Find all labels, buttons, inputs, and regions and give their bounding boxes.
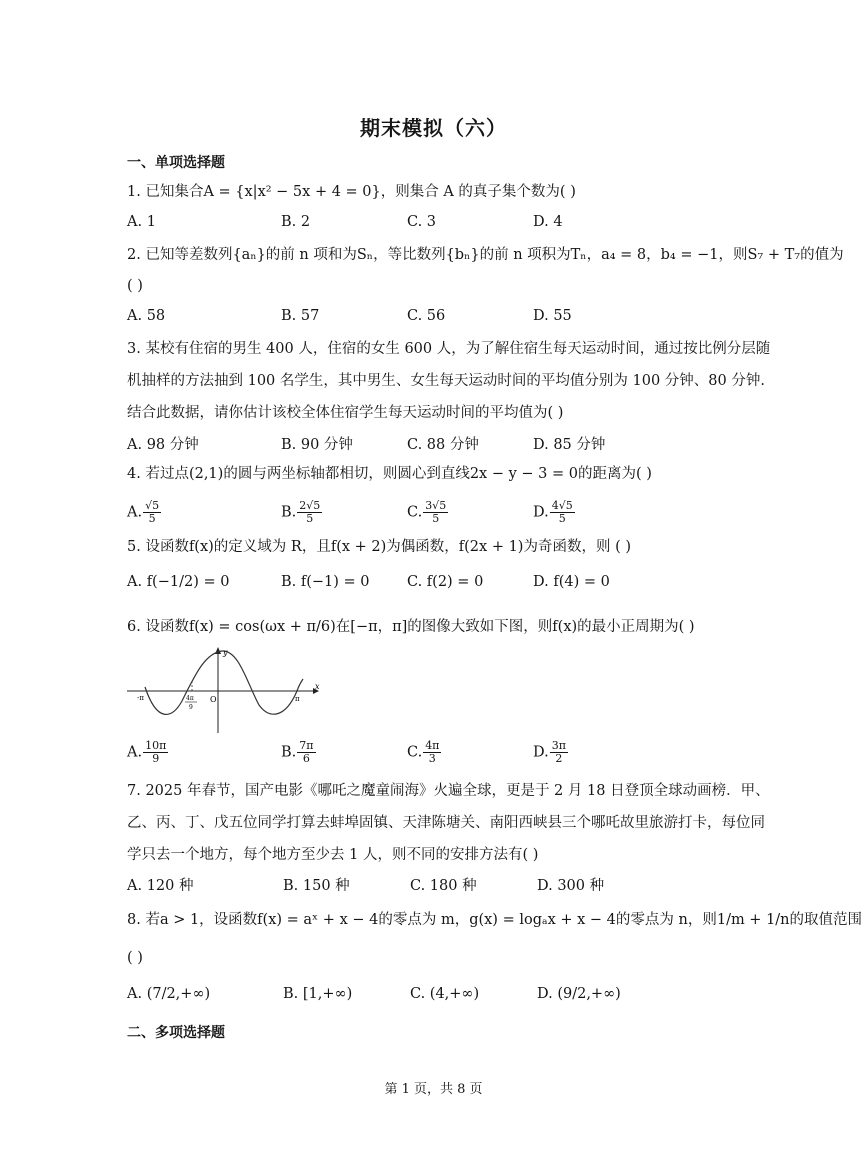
neg-pi-label: -π <box>137 694 144 702</box>
option-c: C. 56 <box>407 308 446 324</box>
question-8-stem-tail: ( ) <box>127 950 143 966</box>
question-3-stem: 3. 某校有住宿的男生 400 人，住宿的女生 600 人，为了解住宿生每天运动时间，通过按比例分层随机抽样的方法抽到 100 名学生，其中男生、女生每天运动时间的平均值分别为 100 分钟、80 分钟.结合此数据，请你估计该校全体住宿学生每天运动时间的平均值为( ) <box>127 341 771 421</box>
option-a: A. (7/2,+∞) <box>127 986 211 1002</box>
page-footer: 第 1 页，共 8 页 <box>384 1082 483 1097</box>
y-label: y <box>223 648 228 657</box>
option-b: B. $\frac{7\pi}{6}$ <box>281 739 314 765</box>
pi-label: π <box>295 695 300 703</box>
x-label: x <box>315 682 320 691</box>
option-d: D. 4 <box>533 214 563 230</box>
tick-denominator: 9 <box>189 704 193 711</box>
option-a: A. 98 分钟 <box>127 437 199 453</box>
question-2-stem-tail: ( ) <box>127 278 143 294</box>
tick-numerator: 4π <box>186 695 194 702</box>
option-d: D. $\frac{4√5}{5}$ <box>533 499 573 525</box>
question-6-stem: 6. 设函数f(x) = cos(ωx + π/6)在[−π，π]的图像大致如下图，则f(x)的最小正周期为( ) <box>127 619 695 635</box>
question-3-options <box>127 433 787 455</box>
section-heading-multiple-choice: 二、多项选择题 <box>127 1025 225 1041</box>
option-d: D. f(4) = 0 <box>533 574 610 590</box>
section-heading-single-choice: 一、单项选择题 <box>127 155 225 171</box>
question-4-stem: 4. 若过点(2,1)的圆与两坐标轴都相切，则圆心到直线2x − y − 3 = 0的距离为( ) <box>127 466 652 482</box>
option-d: D. $\frac{3\pi}{2}$ <box>533 739 566 765</box>
question-1-options <box>127 214 787 236</box>
option-c: C. 3 <box>407 214 437 230</box>
question-5-options <box>127 574 787 596</box>
option-a: A. f(−1/2) = 0 <box>127 574 230 590</box>
question-7-stem: 7. 2025 年春节，国产电影《哪吒之魔童闹海》火遍全球，更是于 2 月 18 日登顶全球动画榜．甲、乙、丙、丁、戊五位同学打算去蚌埠固镇、天津陈塘关、南阳西峡县三个哪吒故里旅游打卡，每位同学只去一个地方，每个地方至少去 1 人，则不同的安排方法有( ) <box>127 783 770 863</box>
option-b: B. f(−1) = 0 <box>281 574 370 590</box>
origin-label: O <box>210 695 217 704</box>
option-a: A. 1 <box>127 214 156 230</box>
option-b: B. 150 种 <box>283 878 350 894</box>
option-c: C. $\frac{4\pi}{3}$ <box>407 739 440 765</box>
cosine-graph-figure <box>127 645 322 733</box>
question-1-stem: 1. 已知集合A = {x|x² − 5x + 4 = 0}，则集合 A 的真子集个数为( ) <box>127 184 576 200</box>
option-b: B. 2 <box>281 214 311 230</box>
option-a: A. $\frac{10\pi}{9}$ <box>127 739 167 765</box>
option-a: A. 58 <box>127 308 166 324</box>
question-4-options <box>127 500 787 528</box>
option-b: B. [1,+∞) <box>283 986 353 1002</box>
question-8-stem: 8. 若a > 1，设函数f(x) = aˣ + x − 4的零点为 m，g(x) = logₐx + x − 4的零点为 n，则1/m + 1/n的取值范围 <box>127 912 863 928</box>
question-6-options <box>127 740 787 768</box>
option-b: B. 57 <box>281 308 320 324</box>
option-d: D. 300 种 <box>537 878 605 894</box>
option-c: C. f(2) = 0 <box>407 574 484 590</box>
question-2-options <box>127 308 787 330</box>
option-c: C. (4,+∞) <box>410 986 480 1002</box>
option-c: C. 180 种 <box>410 878 477 894</box>
page-title: 期末模拟（六） <box>360 116 507 140</box>
question-7-options <box>127 874 787 896</box>
option-a: A. $\frac{√5}{5}$ <box>127 499 160 525</box>
question-5-stem: 5. 设函数f(x)的定义域为 R，且f(x + 2)为偶函数，f(2x + 1)为奇函数，则 ( ) <box>127 539 631 555</box>
option-d: D. 85 分钟 <box>533 437 606 453</box>
option-c: C. $\frac{3√5}{5}$ <box>407 499 447 525</box>
option-a: A. 120 种 <box>127 878 194 894</box>
option-b: B. 90 分钟 <box>281 437 353 453</box>
question-2-stem: 2. 已知等差数列{aₙ}的前 n 项和为Sₙ，等比数列{bₙ}的前 n 项积为Tₙ，a₄ = 8，b₄ = −1，则S₇ + T₇的值为 <box>127 247 844 263</box>
option-d: D. 55 <box>533 308 572 324</box>
option-c: C. 88 分钟 <box>407 437 479 453</box>
option-b: B. $\frac{2√5}{5}$ <box>281 499 321 525</box>
option-d: D. (9/2,+∞) <box>537 986 621 1002</box>
curve <box>145 651 303 714</box>
question-8-options <box>127 986 787 1008</box>
